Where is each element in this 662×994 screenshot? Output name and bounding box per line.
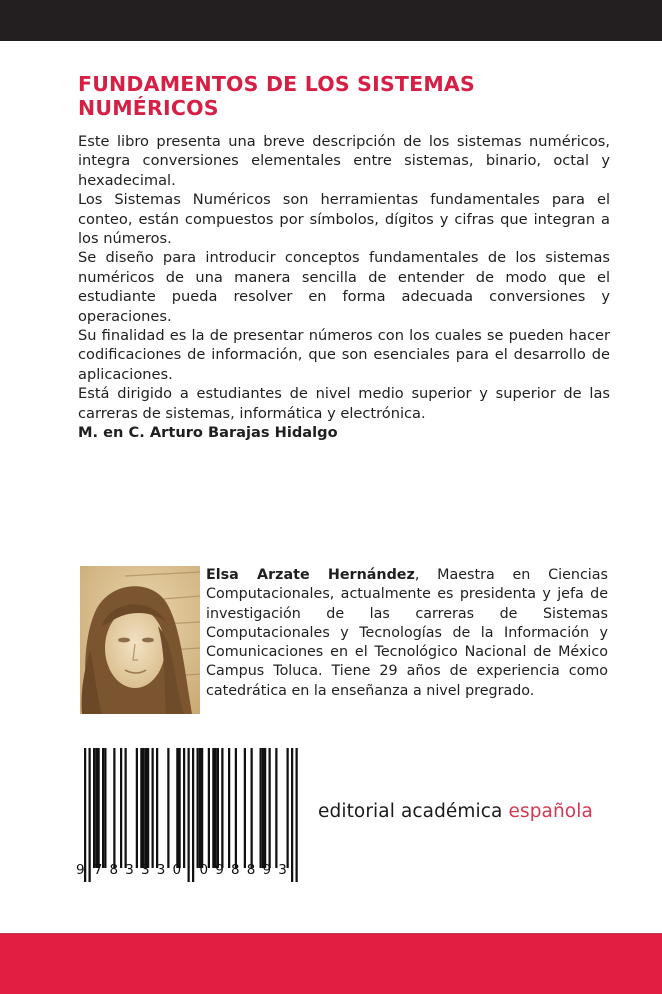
- isbn-digit: 3: [278, 862, 287, 878]
- isbn-digit: 9: [215, 862, 224, 878]
- blurb-signature: M. en C. Arturo Barajas Hidalgo: [78, 424, 338, 442]
- isbn-digit: 8: [246, 862, 256, 878]
- isbn-digit: 9: [262, 862, 272, 878]
- publisher-name-accent: española: [508, 801, 593, 822]
- book-title: [78, 72, 618, 120]
- isbn-digit: 0: [199, 862, 209, 878]
- isbn-digit: 8: [231, 862, 240, 878]
- blurb-paragraph: Se diseño para introducir conceptos fundamentales de los sistemas numéricos de una manera sencilla de entender de modo que el estudiante pueda resolver en forma adecuada conversiones y operaciones.: [78, 249, 610, 325]
- title-line-1: FUNDAMENTOS DE LOS SISTEMAS: [78, 72, 475, 96]
- bottom-band: [0, 933, 662, 994]
- author-portrait-image: [80, 566, 200, 714]
- isbn-digit: 0: [172, 862, 182, 878]
- author-photo: [80, 566, 200, 714]
- author-bio-text: , Maestra en Ciencias Computacionales, actualmente es presidenta y jefa de investigación de las carreras de Sistemas Computacionales y Tecnologías de la Información y Comunicaciones en el Tecnológico Nacional de México Campus Toluca. Tiene 29 años de experiencia como catedrática en la enseñanza a nivel pregrado.: [206, 567, 608, 699]
- isbn-digit: 3: [141, 862, 150, 878]
- isbn-digit: 3: [125, 862, 134, 878]
- title-line-2: NUMÉRICOS: [78, 96, 219, 120]
- isbn-digit: 3: [156, 862, 166, 878]
- blurb-paragraph: Este libro presenta una breve descripción de los sistemas numéricos, integra conversiones elementales entre sistemas, binario, octal y hexadecimal.: [78, 133, 610, 189]
- publisher-name: editorial académica: [318, 801, 503, 822]
- publisher-logo: [318, 800, 618, 824]
- isbn-digit: 7: [93, 862, 103, 878]
- isbn-digit: 8: [109, 862, 119, 878]
- blurb-paragraph: Su finalidad es la de presentar números con los cuales se pueden hacer codificaciones de información, que son esenciales para el desarrollo de aplicaciones.: [78, 327, 610, 383]
- top-band: [0, 0, 662, 41]
- book-blurb: [78, 132, 610, 443]
- blurb-paragraph: Los Sistemas Numéricos son herramientas fundamentales para el conteo, están compuestos por símbolos, dígitos y cifras que integran a los números.: [78, 191, 610, 248]
- author-name: Elsa Arzate Hernández: [206, 567, 415, 583]
- author-bio: [206, 566, 608, 701]
- isbn-digits: [76, 862, 316, 882]
- isbn-digit: 9: [76, 862, 85, 878]
- blurb-paragraph: Está dirigido a estudiantes de nivel medio superior y superior de las carreras de sistemas, informática y electrónica.: [78, 385, 610, 422]
